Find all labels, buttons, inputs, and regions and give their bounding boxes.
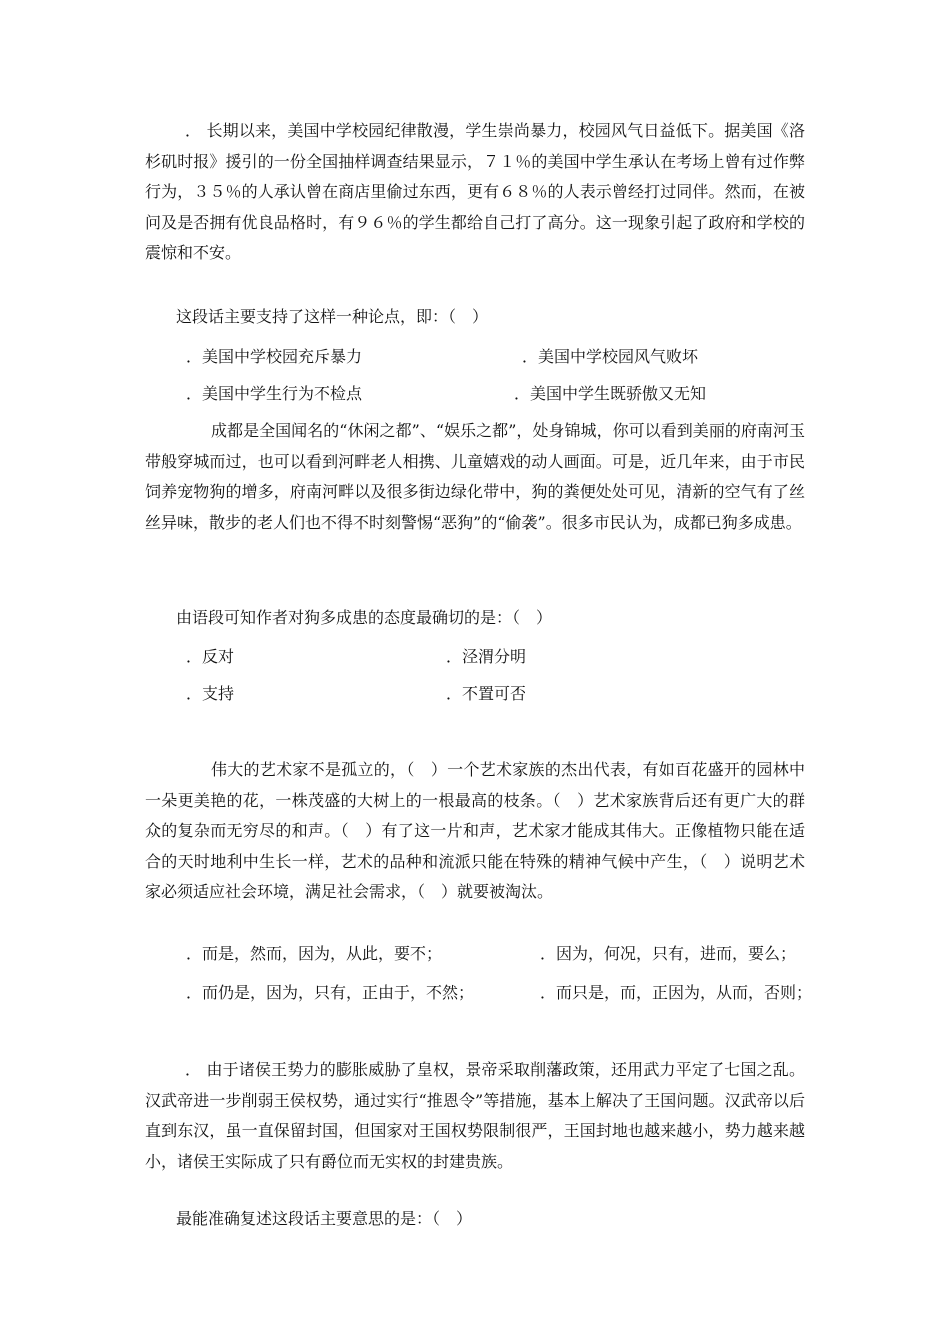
q2-option-d: ．不置可否 bbox=[446, 684, 527, 703]
q1-option-c: ．美国中学生行为不检点 bbox=[186, 384, 363, 403]
q2-option-c: ．支持 bbox=[186, 684, 235, 703]
q3-option-b: ．因为，何况，只有，进而，要么； bbox=[540, 944, 797, 963]
q1-option-d: ．美国中学生既骄傲又无知 bbox=[514, 384, 707, 403]
q1-option-a: ．美国中学校园充斥暴力 bbox=[186, 347, 363, 366]
q3-option-d: ．而只是，而，正因为，从而，否则； bbox=[540, 983, 813, 1002]
q2-option-b: ．泾渭分明 bbox=[446, 647, 527, 666]
q2-option-a: ．反对 bbox=[186, 647, 235, 666]
q4-passage: ． 由于诸侯王势力的膨胀威胁了皇权，景帝采取削藩政策，还用武力平定了七国之乱。汉武帝进一步削弱王侯权势，通过实行“推恩令”等措施，基本上解决了王国问题。汉武帝以后直到东汉，虽一直保留封国，但国家对王国权势限制很严，王国封地也越来越小，势力越来越小，诸侯王实际成了只有爵位而无实权的封建贵族。 bbox=[145, 1060, 805, 1171]
q1-question: 这段话主要支持了这样一种论点，即：（ ） bbox=[176, 307, 489, 326]
q2-question: 由语段可知作者对狗多成患的态度最确切的是：（ ） bbox=[176, 608, 553, 627]
q2-passage: 成都是全国闻名的“休闲之都”、“娱乐之都”，处身锦城，你可以看到美丽的府南河玉带般穿城而过，也可以看到河畔老人相携、儿童嬉戏的动人画面。可是，近几年来，由于市民饲养宠物狗的增多，府南河畔以及很多街边绿化带中，狗的粪便处处可见，清新的空气有了丝丝异味，散步的老人们也不得不时刻警惕“恶狗”的“偷袭”。很多市民认为，成都已狗多成患。 bbox=[145, 421, 805, 532]
q3-passage: 伟大的艺术家不是孤立的，（ ）一个艺术家族的杰出代表，有如百花盛开的园林中一朵更美艳的花，一株茂盛的大树上的一根最高的枝条。（ ）艺术家族背后还有更广大的群众的复杂而无穷尽的和声。（ ）有了这一片和声，艺术家才能成其伟大。正像植物只能在适合的天时地利中生长一样，艺术的品种和流派只能在特殊的精神气候中产生，（ ）说明艺术家必须适应社会环境，满足社会需求，（ ）就要被淘汰。 bbox=[145, 760, 805, 901]
q3-option-c: ．而仍是，因为，只有，正由于，不然； bbox=[186, 983, 475, 1002]
q3-option-a: ．而是，然而，因为，从此，要不； bbox=[186, 944, 443, 963]
q1-option-b: ．美国中学校园风气败坏 bbox=[522, 347, 699, 366]
q1-passage: ． 长期以来，美国中学校园纪律散漫，学生崇尚暴力，校园风气日益低下。据美国《洛杉矶时报》援引的一份全国抽样调查结果显示，７１％的美国中学生承认在考场上曾有过作弊行为，３５％的人承认曾在商店里偷过东西，更有６８％的人表示曾经打过同伴。然而，在被问及是否拥有优良品格时，有９６％的学生都给自己打了高分。这一现象引起了政府和学校的震惊和不安。 bbox=[145, 121, 805, 262]
q4-question: 最能准确复述这段话主要意思的是：（ ） bbox=[176, 1209, 473, 1228]
